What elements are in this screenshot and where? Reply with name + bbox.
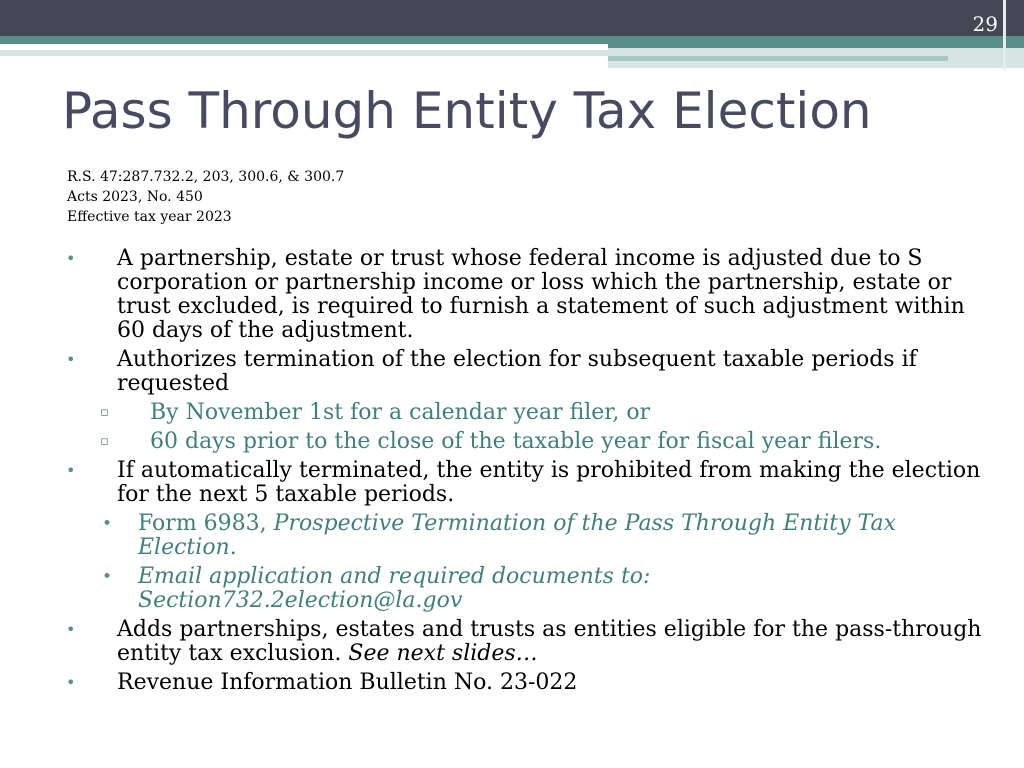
see-next-slides: See next slides… xyxy=(348,641,538,666)
bullet-marker: • xyxy=(66,350,76,369)
bullet-text: A partnership, estate or trust whose federal income is adjusted due to S corporation or partnership income or loss which the partnership, estate or trust excluded, is required to furnish a statement of such adjustment within 60 days of the adjustment. xyxy=(117,246,965,343)
header-line-white xyxy=(0,44,608,50)
sub-bullet-marker: • xyxy=(102,567,113,587)
bullet-marker: • xyxy=(66,461,76,480)
form-number: Form 6983, xyxy=(138,511,274,536)
bullet-item xyxy=(60,618,990,666)
bullet-item xyxy=(60,671,990,695)
header-line-teal xyxy=(608,56,948,61)
header-line-white-lower xyxy=(0,56,608,68)
bullet-item xyxy=(60,348,990,396)
slide-title: Pass Through Entity Tax Election xyxy=(62,82,872,140)
bullet-item xyxy=(60,247,990,343)
sub-bullet-item xyxy=(60,565,990,613)
sub-bullet-item xyxy=(60,430,990,454)
bullet-list xyxy=(60,247,990,700)
sub-bullet-text: 60 days prior to the close of the taxable year for fiscal year filers. xyxy=(150,429,882,454)
email-instruction: Email application and required documents to: xyxy=(138,564,651,589)
sub-bullet-text: By November 1st for a calendar year filer, or xyxy=(150,400,651,425)
bullet-text: If automatically terminated, the entity is prohibited from making the election for the next 5 taxable periods. xyxy=(117,458,981,507)
bullet-text: Revenue Information Bulletin No. 23-022 xyxy=(117,670,578,695)
sub-bullet-item xyxy=(60,512,990,560)
form-title: Prospective Termination of the Pass Through Entity Tax Election. xyxy=(138,511,897,560)
citation-statute: R.S. 47:287.732.2, 203, 300.6, & 300.7 xyxy=(67,169,345,185)
citations xyxy=(67,167,344,227)
bullet-text: Authorizes termination of the election for subsequent taxable periods if requested xyxy=(117,347,917,396)
sub-bullet-marker: ▫ xyxy=(100,405,109,420)
bullet-item xyxy=(60,459,990,507)
slide-number: 29 xyxy=(972,12,998,36)
bullet-marker: • xyxy=(66,249,76,268)
citation-act: Acts 2023, No. 450 xyxy=(67,189,203,205)
sub-bullet-item xyxy=(60,401,990,425)
email-address-link[interactable]: Section732.2election@la.gov xyxy=(138,588,463,613)
citation-effective: Effective tax year 2023 xyxy=(67,209,232,225)
header-vertical-line xyxy=(1003,0,1006,70)
bullet-marker: • xyxy=(66,673,76,692)
sub-bullet-marker: • xyxy=(102,514,113,534)
bullet-text: Adds partnerships, estates and trusts as entities eligible for the pass-through entity tax exclusion. xyxy=(117,617,982,666)
header-band-dark xyxy=(0,0,1024,36)
sub-bullet-marker: ▫ xyxy=(100,434,109,449)
bullet-marker: • xyxy=(66,620,76,639)
